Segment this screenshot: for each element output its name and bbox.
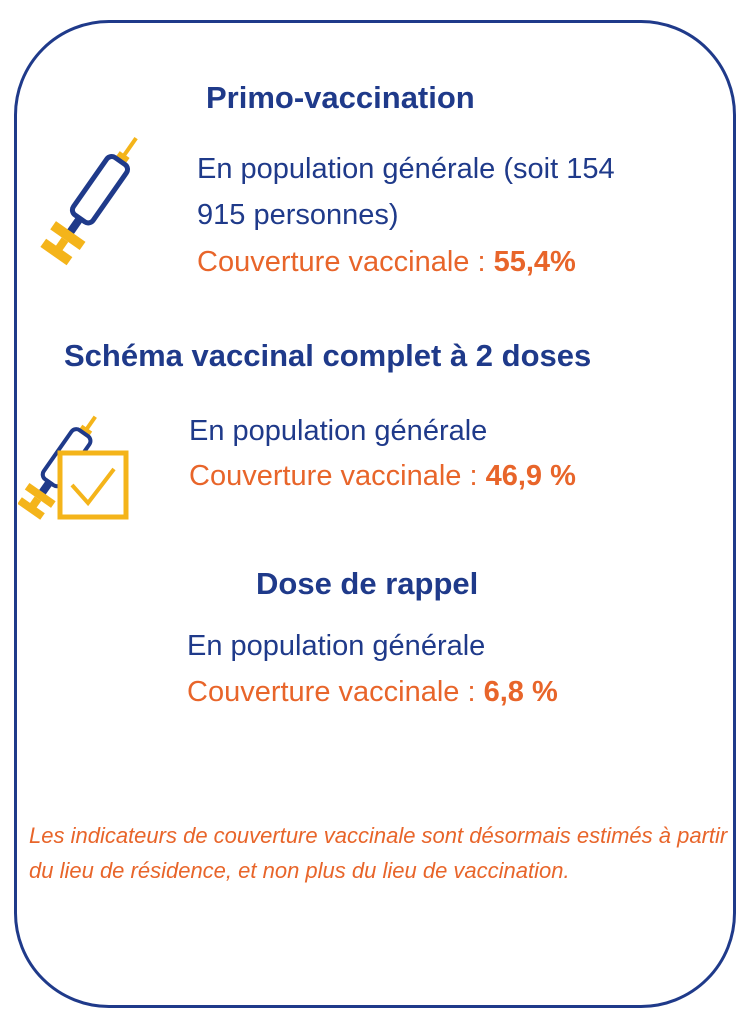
coverage-label: Couverture vaccinale : (187, 676, 484, 708)
methodology-note: Les indicateurs de couverture vaccinale sont désormais estimés à partir du lieu de résidence, et non plus du lieu de vaccination. (29, 823, 728, 883)
primo-population-line2: 915 personnes) (197, 199, 399, 231)
booster-coverage (187, 678, 558, 707)
coverage-label: Couverture vaccinale : (197, 246, 494, 278)
coverage-label: Couverture vaccinale : (189, 460, 486, 492)
primo-coverage (197, 248, 576, 277)
coverage-value: 6,8 % (483, 676, 558, 708)
syringe-icon (38, 128, 158, 278)
complete-population: En population générale (189, 415, 488, 447)
coverage-value: 55,4% (493, 246, 576, 278)
section-title-complete: Schéma vaccinal complet à 2 doses (64, 338, 592, 373)
complete-coverage (189, 462, 576, 491)
section-title-primo: Primo-vaccination (206, 80, 475, 115)
primo-population-line1: En population générale (soit 154 (197, 153, 615, 185)
section-title-booster: Dose de rappel (256, 566, 479, 601)
coverage-value: 46,9 % (485, 460, 576, 492)
booster-population: En population générale (187, 630, 486, 662)
syringe-checkbox-icon (18, 405, 138, 535)
